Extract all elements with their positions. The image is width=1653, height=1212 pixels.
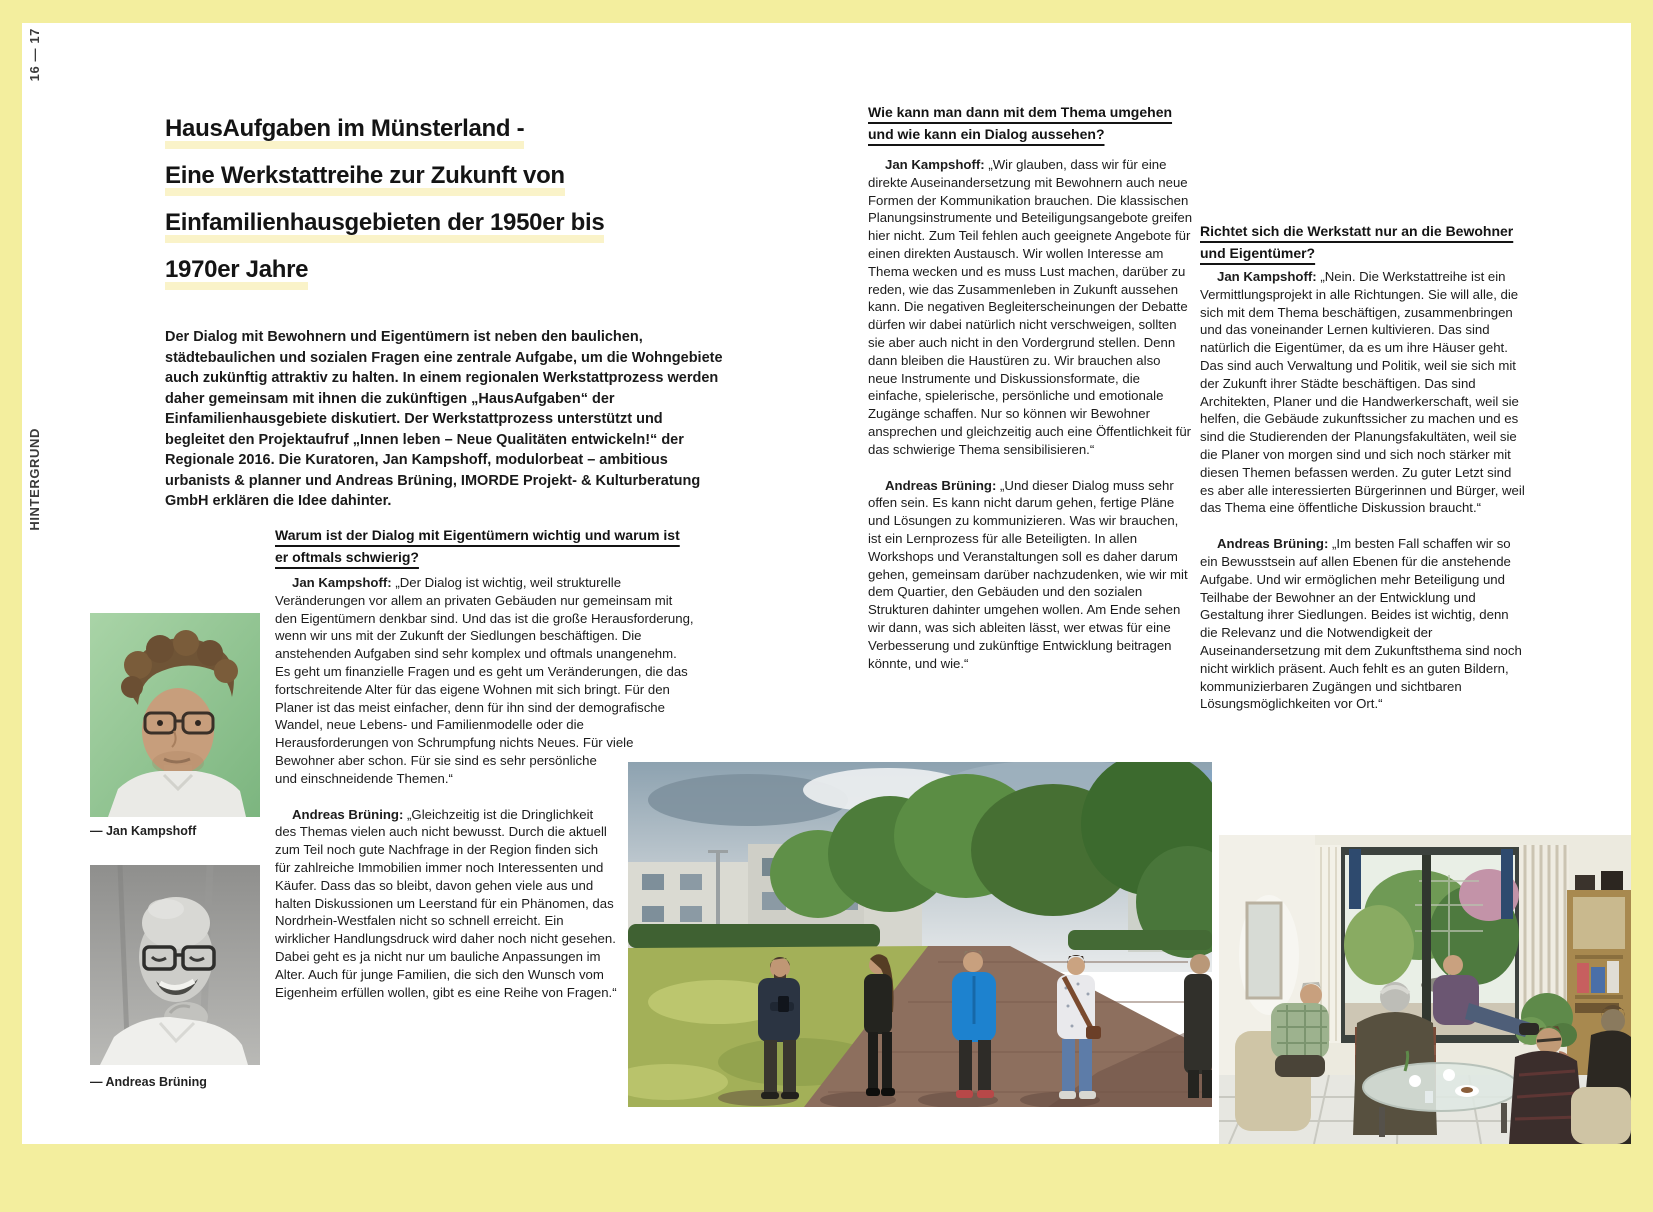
title-line: Einfamilienhausgebieten der 1950er bis xyxy=(165,208,765,255)
section-label: HINTERGRUND xyxy=(27,428,42,531)
answer-text: „Wir glauben, dass wir für eine direkte Auseinandersetzung mit Bewohnern auch neue Formen der Kommunikation brauchen. Die klassischen Planungsinstrumente und Beteiligungsangebote greifen hier nicht. Zum Teil fehlen auch geeignete Angebote für einen direkten Austausch. Wir wollen Interesse am Thema wecken und es muss Lust machen, darüber zu reden, wie das Zusammenleben in Zukunft aussehen kann. Die negativen Begleiterscheinungen der Debatte dürfen wir dabei natürlich nicht verschweigen, sollten sie aber auch nicht in den Vordergrund stellen. Denn dann bleiben die Haustüren zu. Wir brauchen also neue Instrumente und Diskussionsformate, die einfache, spielerische, persönliche und emotionale Zugänge schaffen. Nur so können wir Bewohner ansprechen und gleichzeitig auch eine Öffentlichkeit für das schwierige Thema sensibilisieren.“ xyxy=(868,157,1193,457)
speaker-name: Andreas Brüning: xyxy=(885,477,997,493)
title-line: HausAufgaben im Münsterland - xyxy=(165,114,765,161)
speaker-name: Jan Kampshoff: xyxy=(292,575,392,590)
speaker-name: Jan Kampshoff: xyxy=(1217,269,1317,284)
portrait-illustration-andreas xyxy=(90,865,260,1065)
answer-paragraph xyxy=(1200,268,1525,517)
answer-text: „Der Dialog ist wichtig, weil strukturelle Veränderungen vor allem an privaten Gebäuden nur gemeinsam mit den Eigentümern denkbar sind. Und das ist die große Herausforderung, wenn wir uns mit der Zukunft der Siedlungen beschäftigen. Die anstehenden Aufgaben sind sehr komplex und oftmals unangenehm. Es geht um finanzielle Fragen und es geht um Veränderungen, die das fortschreitende Alter für das eigene Wohnen mit sich bringt. Für den Planer ist das meist einfacher, denn für ihn sind der demografische Wandel, neue Lebens- und Familienmodelle oder die Herausforderungen von Schrumpfung nichts Neues. Für viele Bewohner aber schon. Für sie sind es sehr persönliche und einschneidende Themen.“ xyxy=(275,575,694,786)
question-heading-werkstatt: Richtet sich die Werkstatt nur an die Bewohner und Eigentümer? xyxy=(1200,223,1514,261)
answer-text: „Im besten Fall schaffen wir so ein Bewusstsein auf allen Ebenen für die anstehende Aufgabe. Und wir ermöglichen mehr Beteiligung und Teilhabe der Bewohner an der Entwicklung und Gestaltung ihrer Siedlungen. Beides ist wichtig, denn die Relevanz und die Notwendigkeit der Auseinandersetzung mit dem Zukunftsthema sind noch nicht wirklich präsent. Auch fehlt es an guten Bildern, kommunizierbaren Zugängen und sichtbaren Lösungsmöglichkeiten vor Ort.“ xyxy=(1200,536,1522,712)
page-number-label: 16 — 17 xyxy=(27,28,42,82)
article-intro: Der Dialog mit Bewohnern und Eigentümern ist neben den baulichen, städtebaulichen und sozialen Fragen eine zentrale Aufgabe, um die Wohngebiete auch zukünftig attraktiv zu halten. In einem regionalen Werkstattprozess werden daher gemeinsam mit ihnen die zukünftigen „HausAufgaben“ der Einfamilienhausgebiete diskutiert. Der Werkstattprozess unterstützt und begleitet den Projektaufruf „Innen leben – Neue Qualitäten entwickeln!“ der Regionale 2016. Die Kuratoren, Jan Kampshoff, modulorbeat – ambitious urbanists & planner und Andreas Brüning, IMORDE Projekt- & Kulturberatung GmbH erklären die Idee dahinter. xyxy=(165,329,723,509)
answer-paragraph xyxy=(868,477,1193,673)
photo-group-walking xyxy=(628,762,1212,1107)
answer-text: „Und dieser Dialog muss sehr offen sein. Es kann nicht darum gehen, fertige Pläne und Lösungen zu kommunizieren. Was wir brauchen, ist ein Lernprozess für alle Beteiligten. In allen Workshops und Veranstaltungen soll es daher darum gehen, gemeinsam darüber nachzudenken, wie wir mit dem Quartier, den Gebäuden und den sozialen Strukturen dahinter umgehen wollen. Am Ende sehen wir dann, was sich ableiten lässt, wer etwas für eine Verbesserung und zukünftige Entwicklung beitragen könnte, und wie.“ xyxy=(868,477,1188,671)
answer-text: „Gleichzeitig ist die Dringlichkeit des Themas vielen auch nicht bewusst. Durch die aktuell zum Teil noch gute Nachfrage in der Region finden sich für zahlreiche Immobilien immer noch Interessenten und Käufer. Dass das so bleibt, davon gehen viele aus und halten Diskussionen um Leerstand für ein Phänomen, das Nordrhein-Westfalen nicht so schnell erreicht. Ein wirklicher Handlungsdruck wird daher noch nicht gesehen. Dabei geht es ja nicht nur um bauliche Anpassungen im Alter. Auch für junge Familien, die sich den Wunsch vom Eigenheim erfüllen wollen, gibt es eine Reihe von Fragen.“ xyxy=(275,806,617,1000)
photo-caption-andreas: — Andreas Brüning xyxy=(90,1075,207,1089)
portrait-illustration-jan xyxy=(90,613,260,817)
question-heading-thema: Wie kann man dann mit dem Thema umgehen und wie kann ein Dialog aussehen? xyxy=(868,104,1173,142)
article-title xyxy=(165,114,765,302)
photo-caption-jan: — Jan Kampshoff xyxy=(90,824,197,838)
answer-paragraph xyxy=(275,574,695,788)
answer-paragraph xyxy=(1200,535,1525,713)
walking-photo-illustration xyxy=(628,762,1212,1107)
text-wrap-spacer xyxy=(694,574,695,762)
title-line: 1970er Jahre xyxy=(165,255,765,302)
column-right xyxy=(1200,268,1525,731)
speaker-name: Jan Kampshoff: xyxy=(885,157,985,172)
living-room-illustration xyxy=(1219,835,1631,1144)
question-heading-dialog: Warum ist der Dialog mit Eigentümern wichtig und warum ist er oftmals schwierig? xyxy=(275,527,680,565)
column-middle xyxy=(868,156,1193,690)
portrait-photo-andreas-bruening xyxy=(90,865,260,1065)
speaker-name: Andreas Brüning: xyxy=(1217,536,1329,552)
portrait-photo-jan-kampshoff xyxy=(90,613,260,817)
photo-living-room-meeting xyxy=(1219,835,1631,1144)
speaker-name: Andreas Brüning: xyxy=(292,806,404,822)
title-line: Eine Werkstattreihe zur Zukunft von xyxy=(165,161,765,208)
answer-paragraph xyxy=(868,156,1193,459)
answer-text: „Nein. Die Werkstattreihe ist ein Vermittlungsprojekt in alle Richtungen. Sie will alle, die sich mit dem Thema beschäftigen, zusammenbringen und das voneinander Lernen kultivieren. Das sind natürlich die Eigentümer, da es um ihre Häuser geht. Das sind auch Verwaltung und Politik, weil sie sich mit der Zukunft ihrer Städte beschäftigen. Das sind Architekten, Planer und die Handwerkerschaft, weil sie helfen, die Gebäude zukunftssicher zu machen und es sind die Studierenden der Planungsfakultäten, weil sie die Planer von morgen sind und sich noch stärker mit diesen Themen befassen werden. Zu guter Letzt sind es aber alle interessierten Bürgerinnen und Bürger, weil das Thema eine öffentliche Diskussion braucht.“ xyxy=(1200,269,1525,516)
